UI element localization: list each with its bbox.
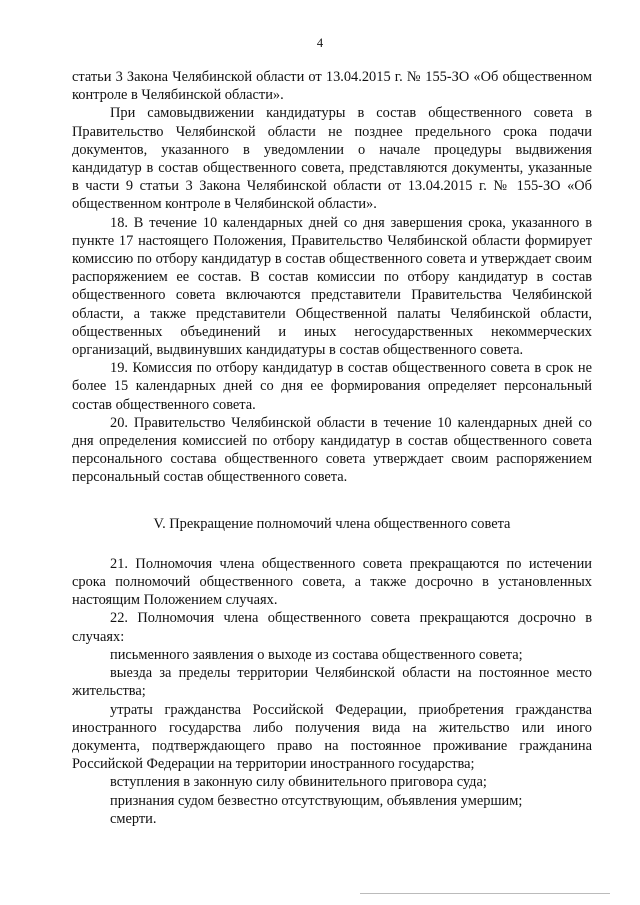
list-item-death: смерти. [110, 810, 157, 827]
paragraph-19: 19. Комиссия по отбору кандидатур в состав общественного совета в срок не более 15 календарных дней со дня ее формирования определяет персональный состав общественного совета. [72, 360, 592, 413]
list-item-relocation: выезда за пределы территории Челябинской области на постоянное место жительства; [72, 665, 592, 700]
list-item-missing-or-dead: признания судом безвестно отсутствующим, объявления умершим; [110, 792, 523, 809]
page-bottom-divider [360, 893, 610, 894]
paragraph-20: 20. Правительство Челябинской области в течение 10 календарных дней со дня определения комиссией по отбору кандидатур в состав общественного совета персонального состава общественного совета утверждает своим распоряжением персональный состав общественного совета. [72, 414, 592, 486]
list-item-citizenship-loss: утраты гражданства Российской Федерации, приобретения гражданства иностранного государства либо получения вида на жительство или иного документа, подтверждающего право на постоянное проживание гражданина Российской Федерации на территории иностранного государства; [72, 701, 592, 773]
paragraph-18: 18. В течение 10 календарных дней со дня завершения срока, указанного в пункте 17 настоящего Положения, Правительство Челябинской области формирует комиссию по отбору кандидатур в состав общественного совета и утверждает своим распоряжением ее состав. В состав комиссии по отбору кандидатур в состав общественного совета включаются представители Правительства Челябинской области, а также представители Общественной палаты Челябинской области, общественных объединений и иных негосударственных некоммерческих организаций, выдвинувших кандидатуры в состав общественного совета. [72, 214, 592, 359]
section-heading: V. Прекращение полномочий члена общественного совета [153, 515, 511, 532]
paragraph-self-nomination: При самовыдвижении кандидатуры в состав общественного совета в Правительство Челябинской области не позднее предельного срока подачи документов, указанного в уведомлении о начале процедуры выдвижения кандидатур в состав общественного совета, представляются документы, указанные в части 9 статьи 3 Закона Челябинской области от 13.04.2015 г. № 155-ЗО «Об общественном контроле в Челябинской области». [72, 105, 592, 213]
page-number: 4 [316, 36, 324, 50]
paragraph-21: 21. Полномочия члена общественного совета прекращаются по истечении срока полномочий общественного совета, а также досрочно в установленных настоящим Положением случаях. [72, 555, 592, 609]
document-body [72, 68, 592, 828]
paragraph-22: 22. Полномочия члена общественного совета прекращаются досрочно в случаях: [72, 610, 592, 645]
list-item-written-statement: письменного заявления о выходе из состава общественного совета; [110, 646, 523, 663]
list-item-conviction: вступления в законную силу обвинительного приговора суда; [110, 774, 487, 791]
paragraph-continuation: статьи 3 Закона Челябинской области от 13.04.2015 г. № 155-ЗО «Об общественном контроле в Челябинской области». [72, 69, 592, 104]
